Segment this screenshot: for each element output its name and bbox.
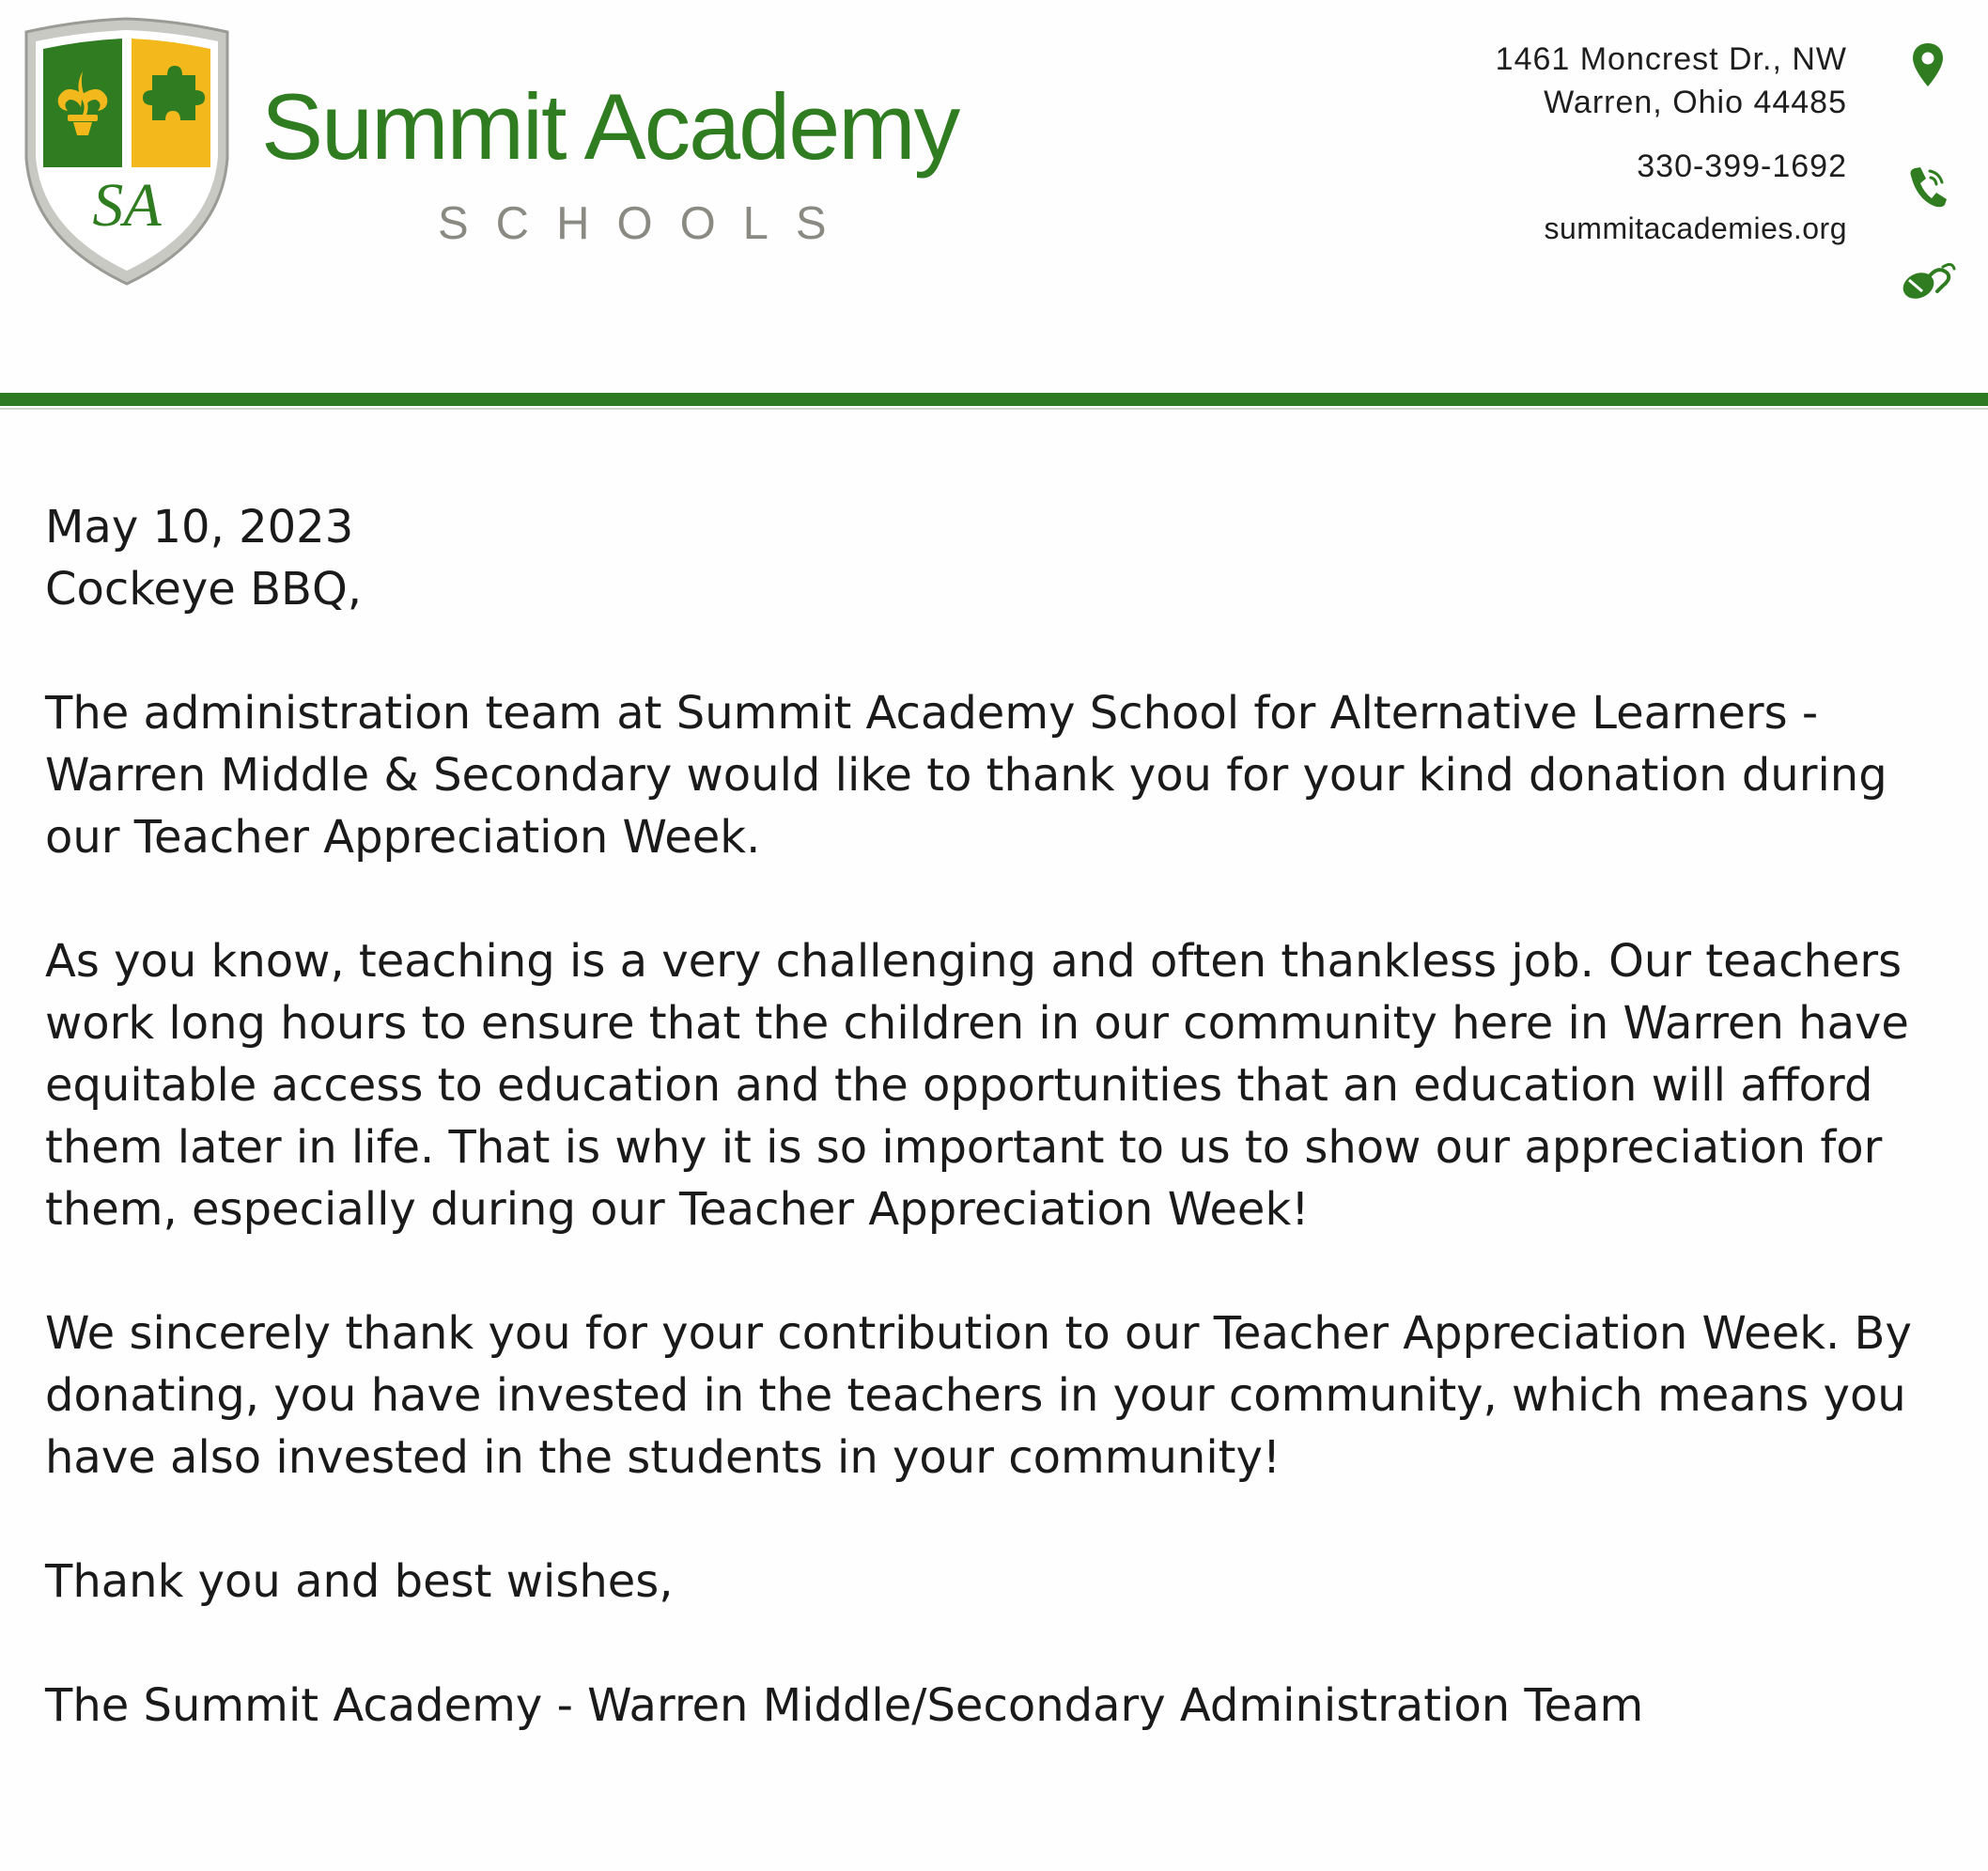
letter-closing: Thank you and best wishes, <box>45 1555 674 1608</box>
letter-salutation: Cockeye BBQ, <box>45 563 362 616</box>
letter-paragraph-3: We sincerely thank you for your contribution to our Teacher Appreciation Week. By donating, you have invested in the teachers in your community, which means you have also invested in the students in your community! <box>45 1307 1912 1484</box>
letter-signature: The Summit Academy - Warren Middle/Secondary Administration Team <box>45 1679 1644 1732</box>
letterhead <box>0 0 1988 413</box>
letter-body <box>45 496 1962 1737</box>
location-pin-icon <box>1911 41 1945 88</box>
letter-date: May 10, 2023 <box>45 501 354 554</box>
phone-number: 330-399-1692 <box>1637 148 1847 184</box>
computer-mouse-icon <box>1900 259 1956 301</box>
phone-icon <box>1905 164 1949 210</box>
website-url: summitacademies.org <box>1544 211 1847 245</box>
address-line-1: 1461 Moncrest Dr., NW <box>1495 41 1847 77</box>
address-line-2: Warren, Ohio 44485 <box>1544 85 1847 120</box>
header-divider-shadow <box>0 408 1988 410</box>
contact-block <box>1496 38 1847 250</box>
crest-monogram: SA <box>92 171 162 240</box>
school-crest-logo <box>21 17 233 286</box>
header-divider <box>0 393 1988 406</box>
letter-paragraph-1: The administration team at Summit Academy School for Alternative Learners - Warren Middle & Secondary would like to thank you for your kind donation during our Teacher Appreciation Week. <box>45 687 1887 864</box>
letter-paragraph-2: As you know, teaching is a very challenging and often thankless job. Our teachers work long hours to ensure that the children in our community here in Warren have equitable access to education and the opportunities that an education will afford them later in life. That is why it is so important to us to show our appreciation for them, especially during our Teacher Appreciation Week! <box>45 935 1909 1236</box>
school-name: Summit Academy <box>261 74 959 179</box>
school-subtitle: SCHOOLS <box>438 198 854 249</box>
